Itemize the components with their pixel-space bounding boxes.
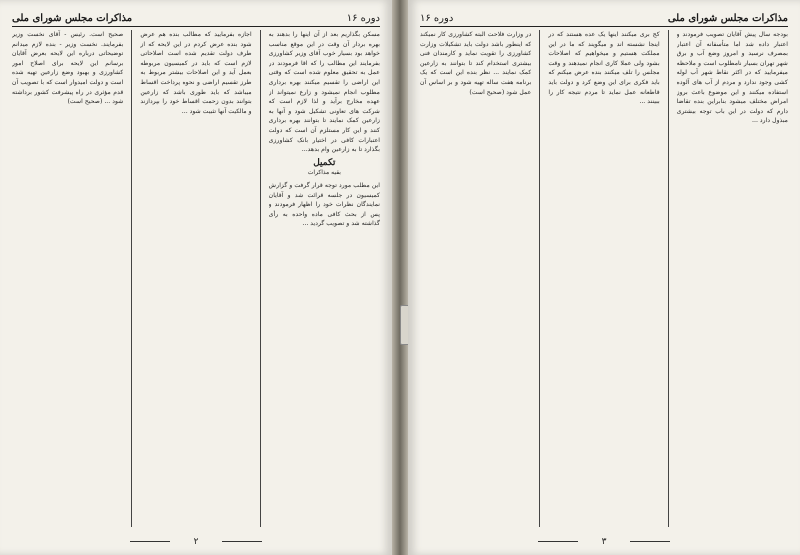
left-page-header — [12, 6, 380, 27]
right-col1-text: بودجه سال پیش آقایان تصویب فرمودند و اعتبار داده شد اما متأسفانه آن اعتبار بمصرف نرسید و امروز وضع آب و برق شهر تهران بسیار نامطلوب است و ملاحظه میفرمایید که در اکثر نقاط شهر آب لوله کشی وجود ندارد و مردم از آب های آلوده استفاده میکنند و این موضوع باعث بروز امراض مختلف میشود بنابراین بنده تقاضا دارم که دولت در این باب توجه بیشتری مبذول دارد ... — [676, 31, 788, 125]
left-page — [0, 0, 392, 555]
right-column-2 — [548, 30, 659, 527]
right-column-3 — [420, 30, 531, 527]
left-page-columns — [12, 30, 380, 527]
left-column-2 — [140, 30, 251, 527]
left-col1-text: مسکن بگذاریم بعد از آن اینها را بدهند به بهره بردار آن وقت در این موقع مناسب خواهد بود بسیار خوب آقای وزیر کشاورزی بفرمایند این مطالب را که اقا فرمودند در عمل به تحقیق معلوم شده است که وقتی این اراضی را تقسیم میکنند بهره برداری مطلوب انجام نمیشود و زارع نمیتواند از عهده مخارج برآید و لذا لازم است که شرکت های تعاونی تشکیل شود و آنها به زارعین کمک نمایند تا بتوانند بهره برداری کنند و این کار مستلزم آن است که دولت اعتبارات کافی در اختیار بانک کشاورزی بگذارد تا به زارعین وام بدهد... — [268, 31, 380, 154]
left-page-number-text: ۲ — [193, 537, 199, 547]
left-col1-text2: این مطلب مورد توجه قرار گرفت و گزارش کمیسیون در جلسه قرائت شد و آقایان نمایندگان نظرات خود را اظهار فرمودند و پس از بحث کافی ماده واحده به رأی گذاشته شد و تصویب گردید ... — [268, 181, 380, 228]
right-col2-text: کج بری میکنند اینها یک عده هستند که در اینجا نشسته اند و میگویند که ما در این مملکت هستیم و میخواهیم که اصلاحات بشود ولی عملا کاری انجام نمیدهند و وقت مجلس را تلف میکنند بنده عرض میکنم که باید فکری برای این وضع کرد و دولت باید قاطعانه عمل نماید تا مردم نتیجه کار را ببینند ... — [548, 31, 660, 106]
left-col3-text: صحیح است. رئیس - آقای نخست وزیر بفرمایند. نخست وزیر - بنده لازم میدانم توضیحاتی درباره این لایحه بعرض آقایان برسانم این لایحه برای اصلاح امور کشاورزی و بهبود وضع زارعین تهیه شده است و دولت امیدوار است که با تصویب آن قدم مؤثری در راه پیشرفت کشور برداشته شود ... (صحیح است) — [12, 31, 124, 106]
column-divider — [260, 30, 261, 527]
right-page — [408, 0, 800, 555]
right-col3-text: در وزارت فلاحت البته کشاورزی کار نمیکند که اینطور باشد دولت باید تشکیلات وزارت کشاورزی را تقویت نماید و کارمندان فنی بیشتری استخدام کند تا بتوانند به زارعین کمک نمایند ... نظر بنده این است که یک برنامه هفت ساله تهیه شود و بر اساس آن عمل شود (صحیح است) — [420, 31, 532, 96]
column-divider — [539, 30, 540, 527]
left-col1-heading-title: تکمیل — [313, 157, 336, 168]
right-header-session: دوره ۱۶ — [420, 13, 454, 24]
left-column-3 — [12, 30, 123, 527]
column-divider — [668, 30, 669, 527]
right-page-number — [408, 537, 800, 547]
left-col2-text: اجازه بفرمایید که مطالب بنده هم عرض شود بنده عرض کردم در این لایحه که از طرف دولت تقدیم شده است اصلاحاتی لازم است که باید در کمیسیون مربوطه بعمل آید و این اصلاحات بیشتر مربوط به طرز تقسیم اراضی و نحوه پرداخت اقساط میباشد که باید طوری باشد که زارعین بتوانند بدون زحمت اقساط خود را بپردازند و مالکیت آنها تثبیت شود ... — [140, 31, 252, 115]
right-header-title: مذاکرات مجلس شورای ملی — [667, 13, 788, 24]
left-header-session: دوره ۱۶ — [346, 13, 380, 24]
left-header-title: مذاکرات مجلس شورای ملی — [12, 13, 133, 24]
left-column-1 — [269, 30, 380, 527]
left-page-number — [0, 537, 392, 547]
book-gutter — [392, 0, 408, 555]
right-page-number-text: ۳ — [601, 537, 607, 547]
right-page-columns — [420, 30, 788, 527]
right-page-header — [420, 6, 788, 27]
column-divider — [131, 30, 132, 527]
left-col1-heading-sub: بقیه مذاکرات — [307, 169, 341, 177]
right-column-1 — [677, 30, 788, 527]
left-col1-heading — [269, 159, 380, 178]
